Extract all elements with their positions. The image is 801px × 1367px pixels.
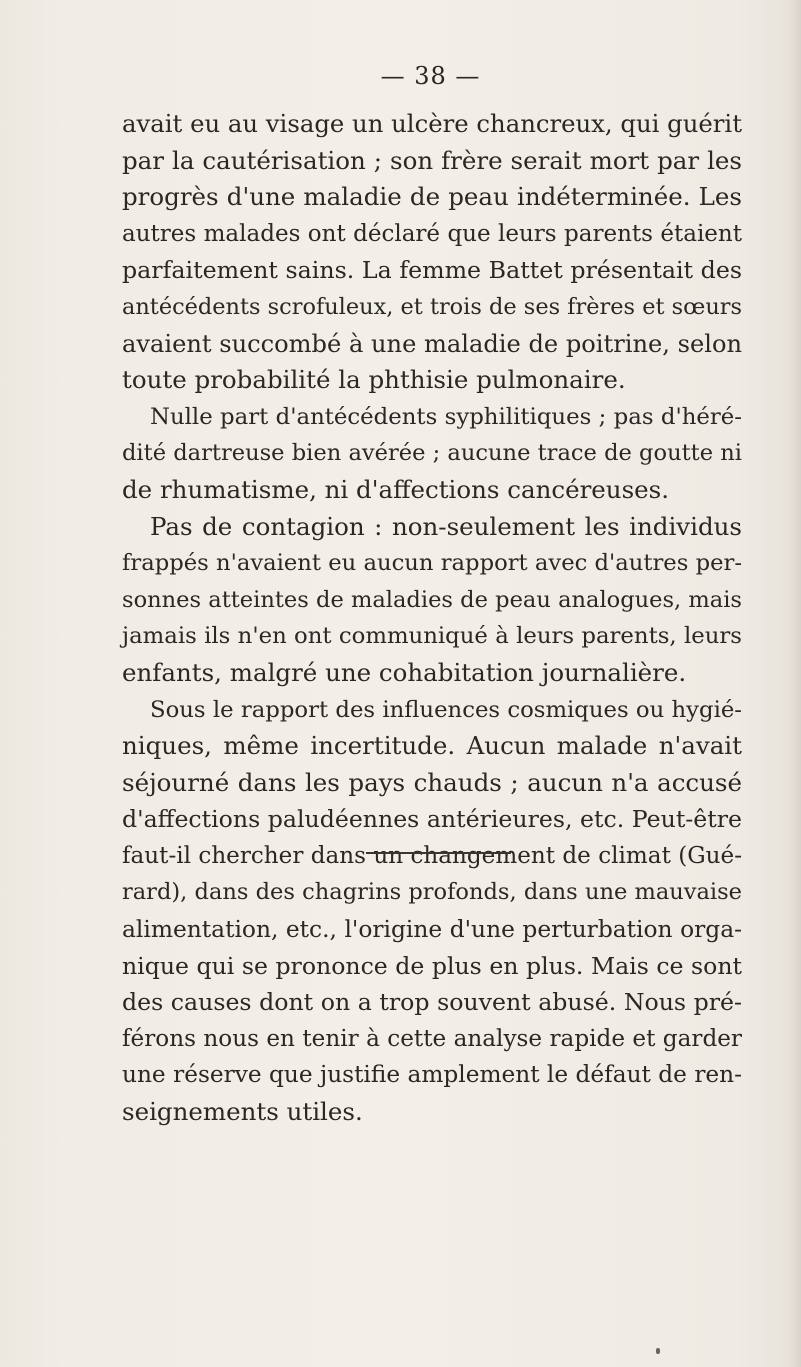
text-line: niques, même incertitude. Aucun malade n'avait: [122, 731, 742, 761]
text-line: de rhumatisme, ni d'affections cancéreuses.: [122, 474, 670, 504]
text-line: des causes dont on a trop souvent abusé. Nous pré-: [122, 988, 742, 1017]
page-number: — 38 —: [380, 62, 481, 90]
text-line: progrès d'une maladie de peau indéterminée. Les: [122, 182, 742, 212]
text-line: férons nous en tenir à cette analyse rapide et garder: [122, 1025, 742, 1052]
text-line: faut-il chercher dans un changement de climat (Gué-: [122, 842, 742, 869]
text-line: nique qui se prononce de plus en plus. Mais ce sont: [122, 951, 742, 980]
page-edge-shadow: [787, 0, 801, 1367]
text-line: enfants, malgré une cohabitation journalière.: [122, 657, 687, 687]
text-line: frappés n'avaient eu aucun rapport avec d'autres per-: [122, 550, 742, 577]
text-line: parfaitement sains. La femme Battet présentait des: [122, 256, 742, 285]
text-line: par la cautérisation ; son frère serait mort par les: [122, 145, 742, 175]
body-text: [122, 106, 742, 1131]
text-line: avaient succombé à une maladie de poitrine, selon: [122, 329, 742, 358]
text-line: rard), dans des chagrins profonds, dans une mauvaise: [122, 879, 742, 906]
print-speck: [656, 1348, 660, 1354]
text-line: une réserve que justifie amplement le défaut de ren-: [122, 1061, 742, 1089]
text-line: d'affections paludéennes antérieures, etc. Peut-être: [122, 805, 742, 834]
text-line: Sous le rapport des influences cosmiques ou hygié-: [150, 696, 742, 723]
text-line: jamais ils n'en ont communiqué à leurs parents, leurs: [122, 623, 742, 650]
text-line: antécédents scrofuleux, et trois de ses frères et sœurs: [122, 293, 742, 320]
text-line: toute probabilité la phthisie pulmonaire.: [122, 365, 626, 395]
text-line: Nulle part d'antécédents syphilitiques ; pas d'héré-: [150, 403, 742, 430]
text-line: seignements utiles.: [122, 1097, 363, 1127]
text-line: autres malades ont déclaré que leurs parents étaient: [122, 220, 742, 247]
text-line: dité dartreuse bien avérée ; aucune trace de goutte ni: [122, 440, 742, 467]
text-line: alimentation, etc., l'origine d'une perturbation orga-: [122, 915, 742, 944]
section-divider-rule: [366, 852, 511, 854]
text-line: sonnes atteintes de maladies de peau analogues, mais: [122, 586, 742, 613]
text-line: Pas de contagion : non-seulement les individus: [150, 511, 742, 541]
text-line: séjourné dans les pays chauds ; aucun n'a accusé: [122, 767, 742, 797]
text-line: avait eu au visage un ulcère chancreux, qui guérit: [122, 109, 742, 138]
